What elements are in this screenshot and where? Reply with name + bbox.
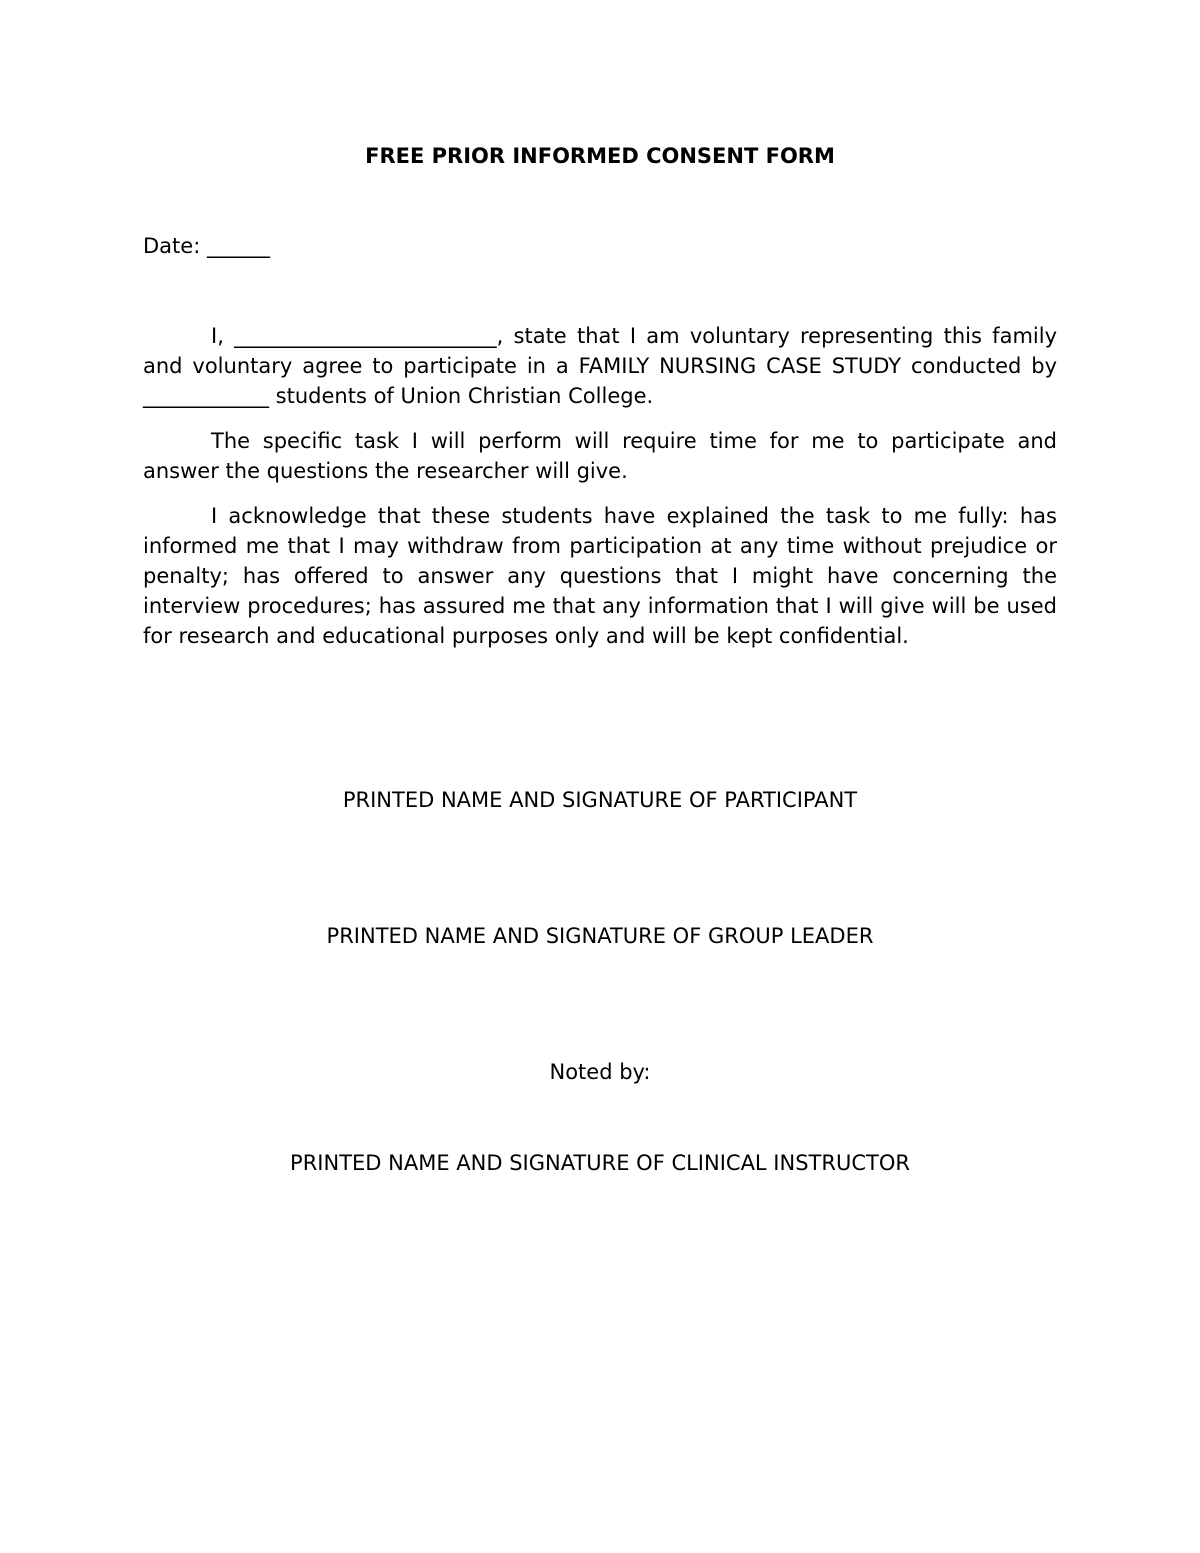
clinical-instructor-signature-label: PRINTED NAME AND SIGNATURE OF CLINICAL INSTRUCTOR: [290, 1151, 910, 1175]
page-title: FREE PRIOR INFORMED CONSENT FORM: [365, 144, 835, 168]
group-leader-signature-label: PRINTED NAME AND SIGNATURE OF GROUP LEADER: [326, 924, 874, 948]
paragraph-participant-statement: I, _________________________, state that I am voluntary representing this family and voluntary agree to participate in a FAMILY NURSING CASE STUDY conducted by ____________ students of Union Christian College.: [143, 324, 1057, 408]
date-line: Date: ______: [143, 234, 270, 258]
participant-signature-label: PRINTED NAME AND SIGNATURE OF PARTICIPANT: [342, 788, 858, 812]
paragraph-acknowledgement: I acknowledge that these students have explained the task to me fully: has informed me that I may withdraw from participation at any time without prejudice or penalty; has offered to answer any questions that I might have concerning the interview procedures; has assured me that any information that I will give will be used for research and educational purposes only and will be kept confidential.: [143, 504, 1057, 648]
paragraph-task-description: The specific task I will perform will require time for me to participate and answer the questions the researcher will give.: [143, 429, 1057, 483]
noted-by-label: Noted by:: [549, 1060, 651, 1084]
